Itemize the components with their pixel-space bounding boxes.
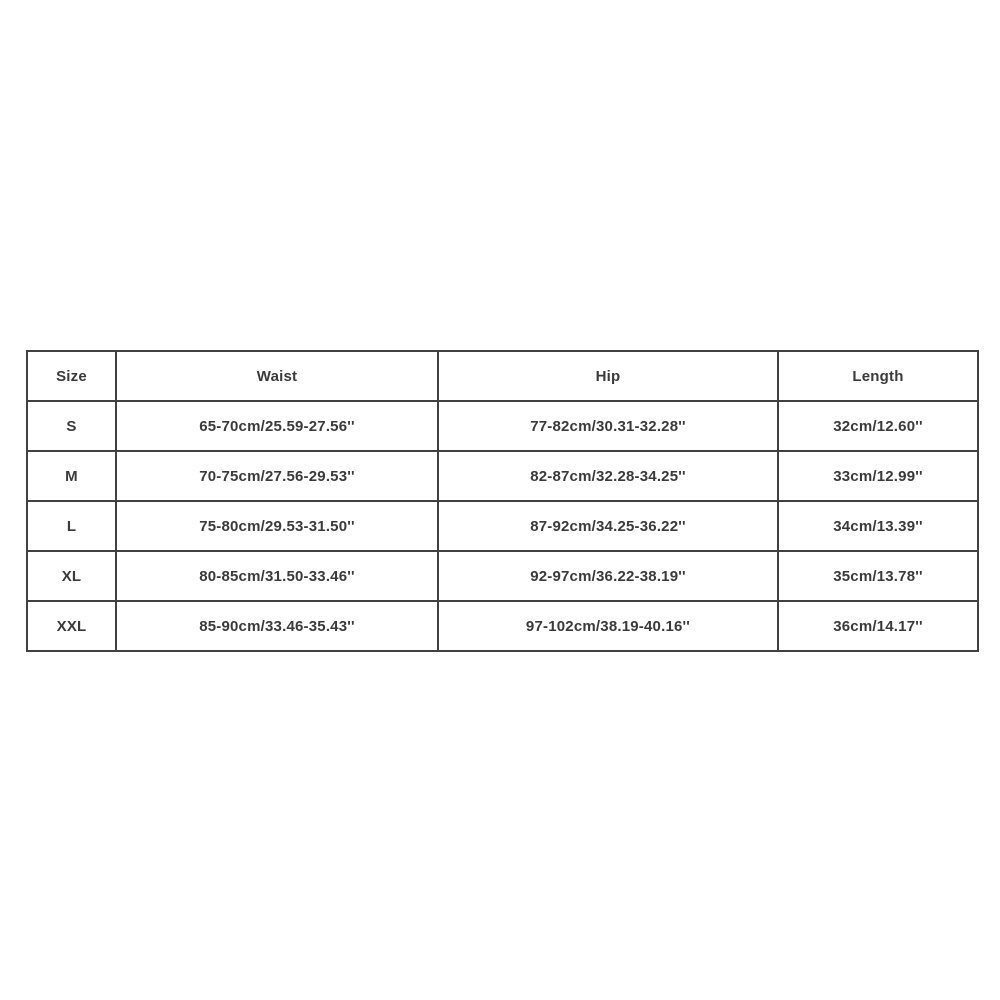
hip-cell: 92-97cm/36.22-38.19'' (438, 551, 778, 601)
waist-cell: 70-75cm/27.56-29.53'' (116, 451, 438, 501)
waist-cell: 80-85cm/31.50-33.46'' (116, 551, 438, 601)
table-row-xxl (27, 601, 978, 651)
size-cell: S (27, 401, 116, 451)
length-cell: 36cm/14.17'' (778, 601, 978, 651)
waist-cell: 75-80cm/29.53-31.50'' (116, 501, 438, 551)
hip-cell: 77-82cm/30.31-32.28'' (438, 401, 778, 451)
size-cell: XL (27, 551, 116, 601)
length-cell: 34cm/13.39'' (778, 501, 978, 551)
table-row-l (27, 501, 978, 551)
hip-cell: 82-87cm/32.28-34.25'' (438, 451, 778, 501)
length-cell: 33cm/12.99'' (778, 451, 978, 501)
size-cell: XXL (27, 601, 116, 651)
table-row-xl (27, 551, 978, 601)
header-cell-size: Size (27, 351, 116, 401)
table-row-s (27, 401, 978, 451)
header-cell-length: Length (778, 351, 978, 401)
waist-cell: 85-90cm/33.46-35.43'' (116, 601, 438, 651)
waist-cell: 65-70cm/25.59-27.56'' (116, 401, 438, 451)
length-cell: 35cm/13.78'' (778, 551, 978, 601)
table-row-m (27, 451, 978, 501)
hip-cell: 87-92cm/34.25-36.22'' (438, 501, 778, 551)
size-chart-table (26, 350, 979, 652)
table-header-row (27, 351, 978, 401)
size-cell: L (27, 501, 116, 551)
size-cell: M (27, 451, 116, 501)
header-cell-waist: Waist (116, 351, 438, 401)
hip-cell: 97-102cm/38.19-40.16'' (438, 601, 778, 651)
length-cell: 32cm/12.60'' (778, 401, 978, 451)
header-cell-hip: Hip (438, 351, 778, 401)
